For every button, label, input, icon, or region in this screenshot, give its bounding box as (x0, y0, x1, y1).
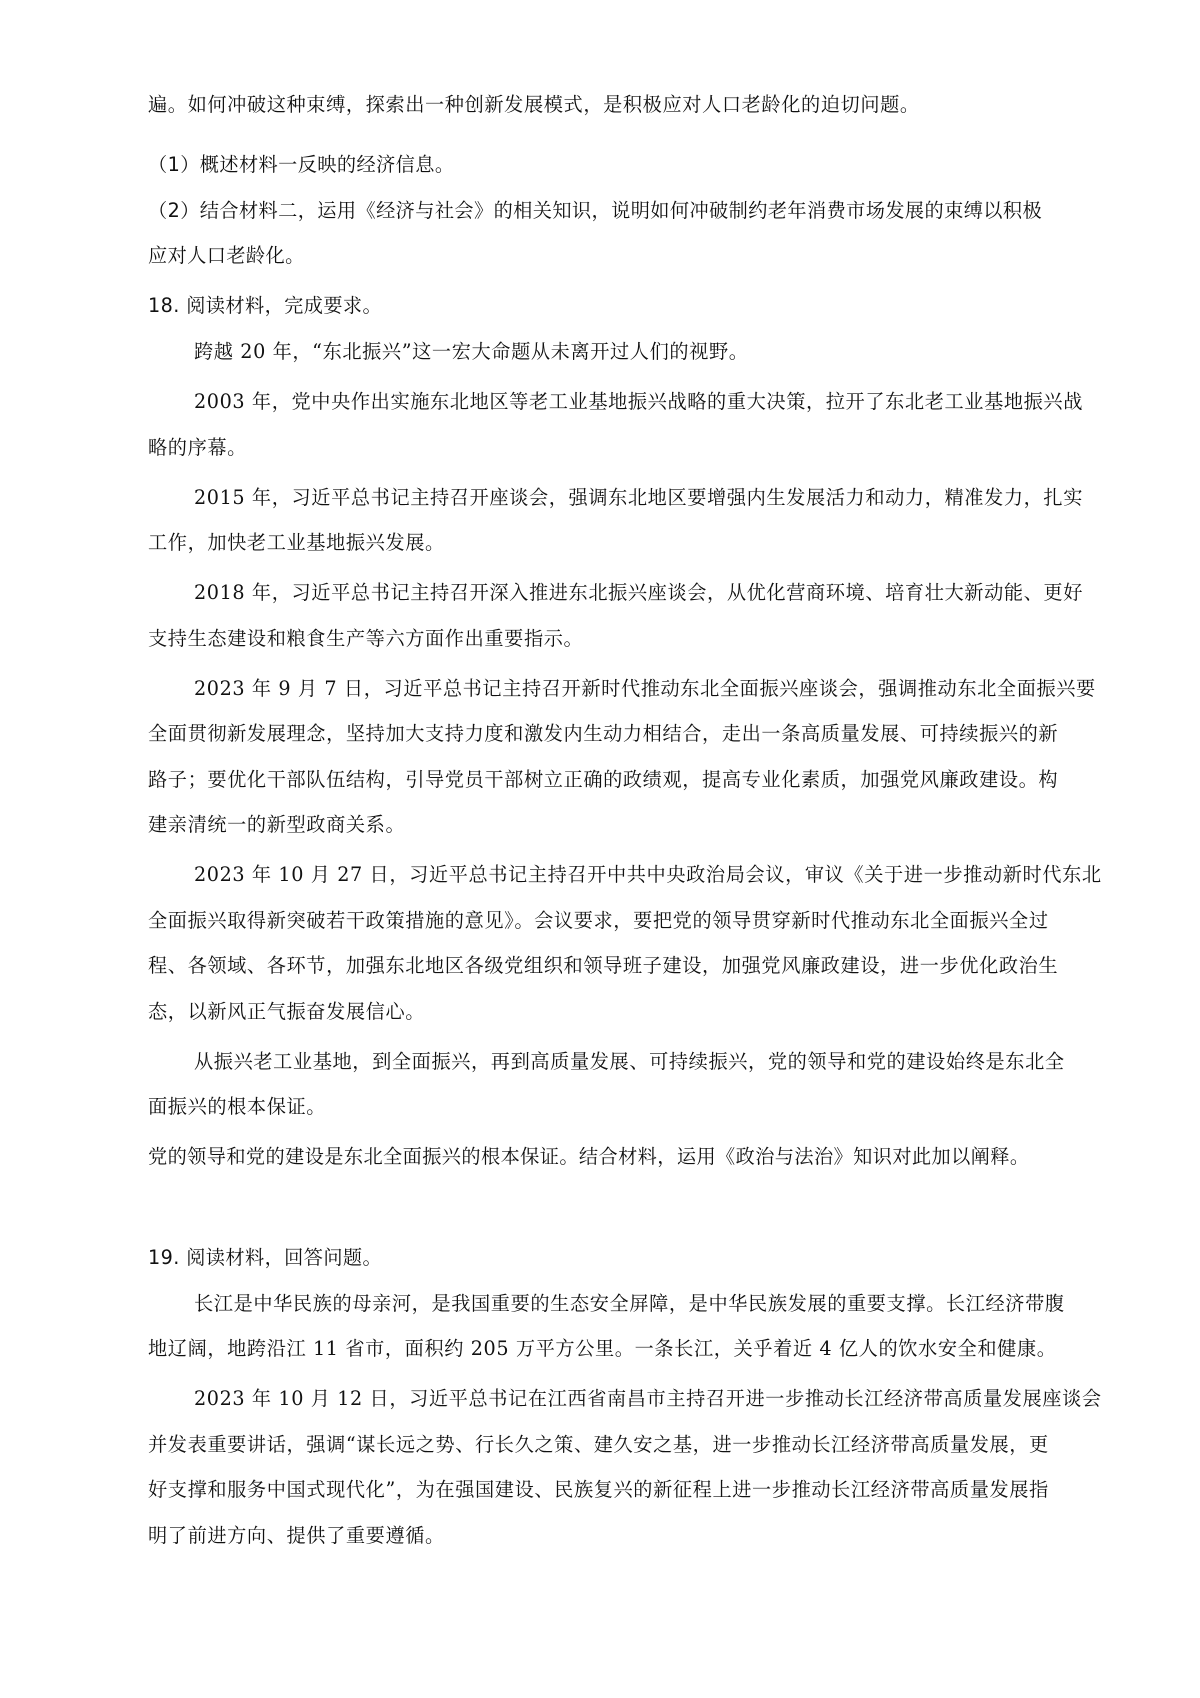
text-line: 从振兴老工业基地，到全面振兴，再到高质量发展、可持续振兴，党的领导和党的建设始终是东北全 (194, 1050, 1065, 1073)
question-18-heading: 18. 阅读材料，完成要求。 (148, 294, 383, 317)
text-line: 2023 年 9 月 7 日，习近平总书记主持召开新时代推动东北全面振兴座谈会，强调推动东北全面振兴要 (194, 677, 1096, 700)
text-line: 好支撑和服务中国式现代化”，为在强国建设、民族复兴的新征程上进一步推动长江经济带高质量发展指 (148, 1478, 1049, 1501)
question-1: （1）概述材料一反映的经济信息。 (148, 153, 455, 176)
question-2: （2）结合材料二，运用《经济与社会》的相关知识，说明如何冲破制约老年消费市场发展的束缚以积极 (148, 199, 1043, 222)
question-18-prompt: 党的领导和党的建设是东北全面振兴的根本保证。结合材料，运用《政治与法治》知识对此加以阐释。 (148, 1145, 1030, 1168)
text-line: 程、各领域、各环节，加强东北地区各级党组织和领导班子建设，加强党风廉政建设，进一步优化政治生 (148, 954, 1059, 977)
text-line: 长江是中华民族的母亲河，是我国重要的生态安全屏障，是中华民族发展的重要支撑。长江经济带腹 (194, 1292, 1065, 1315)
text-line: 2023 年 10 月 27 日，习近平总书记主持召开中共中央政治局会议，审议《关于进一步推动新时代东北 (194, 863, 1102, 886)
text-line: 明了前进方向、提供了重要遵循。 (148, 1524, 445, 1547)
text-line: 并发表重要讲话，强调“谋长远之势、行长久之策、建久安之基，进一步推动长江经济带高质量发展，更 (148, 1433, 1049, 1456)
text-line: 略的序幕。 (148, 436, 247, 459)
text-line: 路子；要优化干部队伍结构，引导党员干部树立正确的政绩观，提高专业化素质，加强党风廉政建设。构 (148, 768, 1059, 791)
text-line: 工作，加快老工业基地振兴发展。 (148, 531, 445, 554)
text-line: 2023 年 10 月 12 日，习近平总书记在江西省南昌市主持召开进一步推动长江经济带高质量发展座谈会 (194, 1387, 1102, 1410)
text-line: 面振兴的根本保证。 (148, 1095, 327, 1118)
text-line: 全面振兴取得新突破若干政策措施的意见》。会议要求，要把党的领导贯穿新时代推动东北全面振兴全过 (148, 909, 1049, 932)
text-line: 遍。如何冲破这种束缚，探索出一种创新发展模式，是积极应对人口老龄化的迫切问题。 (148, 93, 920, 116)
text-line: 态，以新风正气振奋发展信心。 (148, 1000, 426, 1023)
question-19-heading: 19. 阅读材料，回答问题。 (148, 1246, 383, 1269)
text-line: 建亲清统一的新型政商关系。 (148, 813, 406, 836)
text-line: 支持生态建设和粮食生产等六方面作出重要指示。 (148, 627, 584, 650)
text-line: 2003 年，党中央作出实施东北地区等老工业基地振兴战略的重大决策，拉开了东北老工业基地振兴战 (194, 390, 1084, 413)
text-line: 全面贯彻新发展理念，坚持加大支持力度和激发内生动力相结合，走出一条高质量发展、可持续振兴的新 (148, 722, 1059, 745)
text-line: 跨越 20 年，“东北振兴”这一宏大命题从未离开过人们的视野。 (194, 340, 749, 363)
text-line: 2015 年，习近平总书记主持召开座谈会，强调东北地区要增强内生发展活力和动力，精准发力，扎实 (194, 486, 1084, 509)
text-line: 2018 年，习近平总书记主持召开深入推进东北振兴座谈会，从优化营商环境、培育壮大新动能、更好 (194, 581, 1084, 604)
question-2-continued: 应对人口老龄化。 (148, 244, 305, 267)
text-line: 地辽阔，地跨沿江 11 省市，面积约 205 万平方公里。一条长江，关乎着近 4 亿人的饮水安全和健康。 (148, 1337, 1057, 1360)
